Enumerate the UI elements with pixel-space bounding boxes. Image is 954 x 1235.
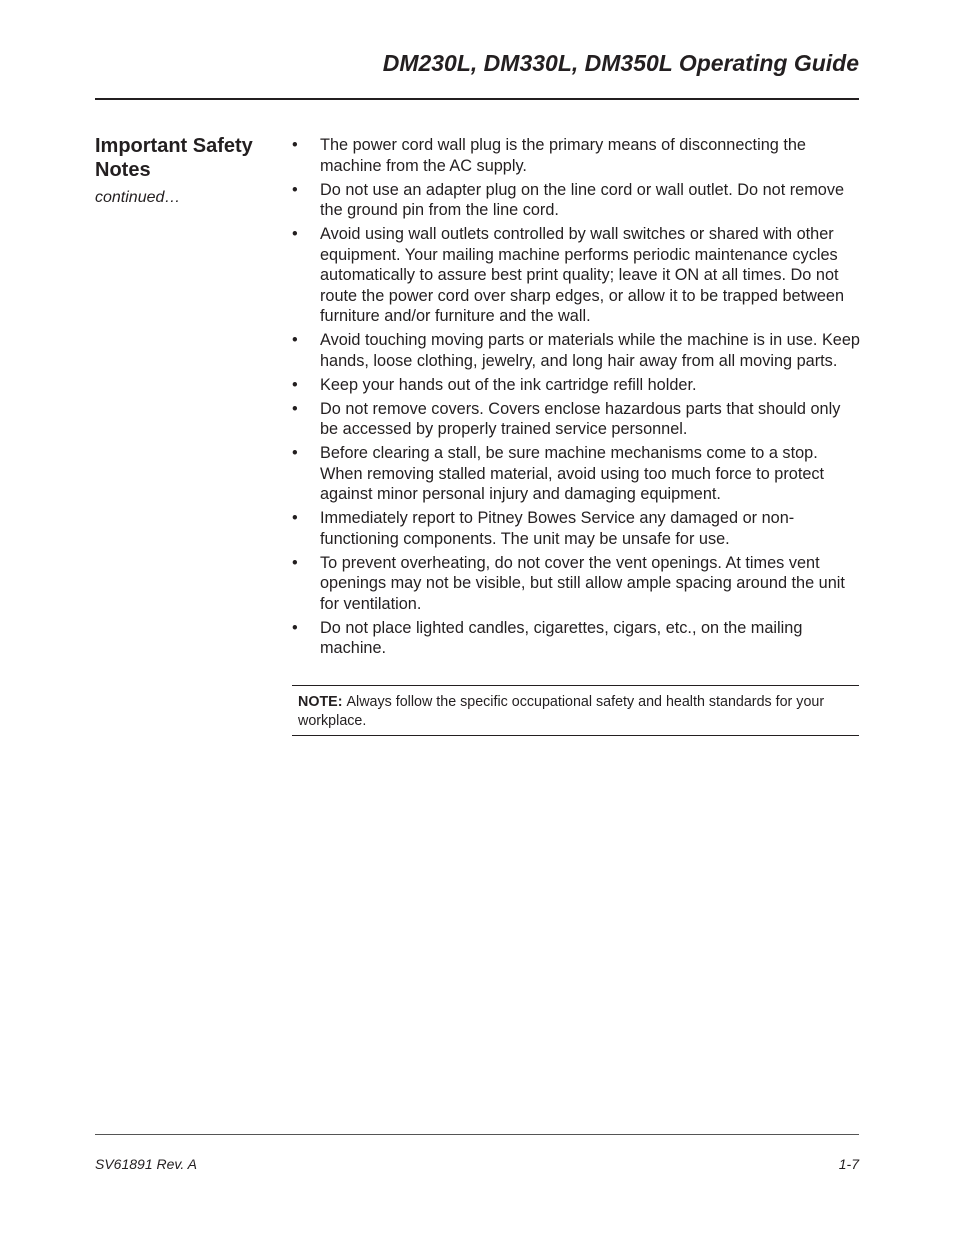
- bullet-icon: •: [292, 225, 298, 243]
- list-item: [292, 135, 862, 176]
- list-item: [292, 508, 862, 549]
- list-item: [292, 180, 862, 221]
- list-item: [292, 553, 862, 615]
- list-item-text: Before clearing a stall, be sure machine mechanisms come to a stop. When removing stalled material, avoid using too much force to protect against minor personal injury and damaging equipment.: [320, 444, 825, 503]
- list-item-text: The power cord wall plug is the primary means of disconnecting the machine from the AC supply.: [320, 136, 806, 175]
- list-item-text: Do not remove covers. Covers enclose hazardous parts that should only be accessed by properly trained service personnel.: [320, 399, 841, 438]
- list-item: [292, 399, 862, 440]
- section-subheading: continued…: [95, 189, 181, 206]
- list-item-text: Immediately report to Pitney Bowes Service any damaged or non-functioning components. The unit may be unsafe for use.: [320, 509, 795, 548]
- page-number: 1-7: [838, 1156, 859, 1172]
- bullet-icon: •: [292, 331, 298, 349]
- list-item: [292, 443, 862, 505]
- bullet-icon: •: [292, 553, 298, 572]
- list-item-text: Keep your hands out of the ink cartridge refill holder.: [320, 375, 697, 394]
- list-item: [292, 224, 862, 327]
- section-heading: Important Safety Notes: [95, 135, 253, 181]
- safety-notes-list: [292, 135, 862, 662]
- bullet-icon: •: [292, 509, 298, 527]
- list-item-text: Do not use an adapter plug on the line cord or wall outlet. Do not remove the ground pin from the line cord.: [320, 180, 845, 219]
- bullet-icon: •: [292, 180, 298, 199]
- list-item-text: To prevent overheating, do not cover the vent openings. At times vent openings may not be visible, but still allow ample spacing around the unit for ventilation.: [320, 553, 845, 613]
- bullet-icon: •: [292, 444, 298, 462]
- list-item-text: Avoid using wall outlets controlled by wall switches or shared with other equipment. Your mailing machine performs periodic maintenance cycles automatically to assure best print quality; leave it ON at all times. Do not route the power cord over sharp edges, or allow it to be trapped between furniture and/or furniture and the wall.: [320, 225, 845, 325]
- list-item: [292, 375, 862, 396]
- note-text: Always follow the specific occupational safety and health standards for your workplace.: [298, 694, 825, 729]
- bullet-icon: •: [292, 136, 298, 154]
- list-item: [292, 618, 862, 659]
- bullet-icon: •: [292, 399, 298, 418]
- bullet-icon: •: [292, 618, 298, 637]
- footer-divider: [95, 1134, 859, 1135]
- list-item-text: Avoid touching moving parts or materials while the machine is in use. Keep hands, loose clothing, jewelry, and long hair away from all moving parts.: [320, 331, 860, 370]
- note-label: NOTE:: [298, 694, 343, 710]
- list-item: [292, 330, 862, 371]
- header-divider: [95, 98, 859, 100]
- list-item-text: Do not place lighted candles, cigarettes, cigars, etc., on the mailing machine.: [320, 618, 803, 657]
- document-id: SV61891 Rev. A: [95, 1156, 197, 1172]
- document-title: DM230L, DM330L, DM350L Operating Guide: [382, 50, 859, 76]
- note-box: [292, 685, 859, 736]
- bullet-icon: •: [292, 375, 298, 394]
